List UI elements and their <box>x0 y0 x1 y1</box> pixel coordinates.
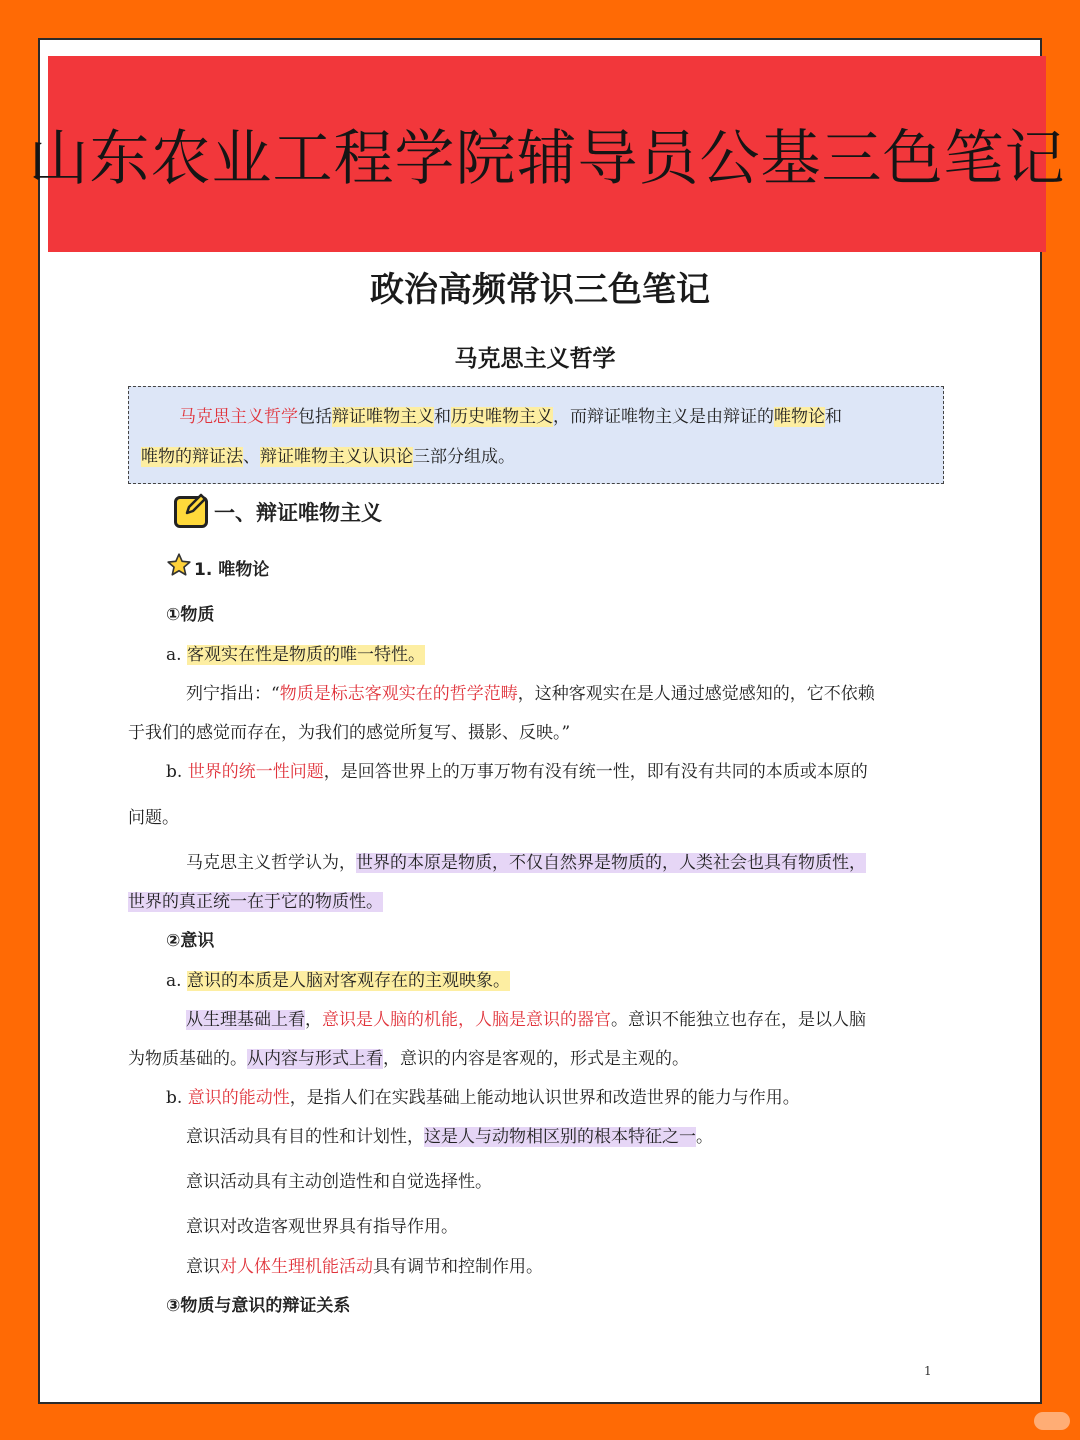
marxism-view-line1 <box>186 848 866 873</box>
matter-point-a <box>166 640 425 665</box>
edit-note-icon <box>174 496 208 528</box>
item-prefix: b. <box>166 762 188 782</box>
body-text: ，是回答世界上的万事万物有没有统一性，即有没有共同的本质或本原的 <box>323 762 868 782</box>
emphasis-text: 世界的统一性问题 <box>187 762 324 782</box>
item-prefix: a. <box>166 971 187 991</box>
summary-term-historical-materialism: 历史唯物主义 <box>451 407 553 427</box>
item-prefix: b. <box>166 1088 188 1108</box>
watermark-badge <box>1034 1412 1070 1430</box>
heading-matter: ①物质 <box>166 605 215 625</box>
agency-line3: 意识对改造客观世界具有指导作用。 <box>186 1217 458 1237</box>
highlight-text: 从内容与形式上看 <box>247 1049 383 1069</box>
subsection-heading-text: 1. 唯物论 <box>194 560 270 580</box>
section-heading-text: 一、辩证唯物主义 <box>214 501 382 525</box>
emphasis-text: 意识是人脑的机能，人脑是意识的器官 <box>322 1010 611 1030</box>
agency-line1 <box>186 1122 713 1147</box>
star-icon <box>166 552 192 583</box>
summary-text: 三部分组成。 <box>413 447 515 467</box>
highlight-text: 从生理基础上看 <box>186 1010 305 1030</box>
summary-text: 、 <box>243 447 260 467</box>
highlight-text: 意识的本质是人脑对客观存在的主观映象。 <box>186 971 510 991</box>
body-text: ， <box>305 1010 322 1030</box>
body-text: 具有调节和控制作用。 <box>373 1257 543 1277</box>
document-subtitle: 马克思主义哲学 <box>454 346 616 372</box>
summary-text: ，而辩证唯物主义是由辩证的 <box>553 407 774 427</box>
summary-term-epistemology: 辩证唯物主义认识论 <box>260 447 413 467</box>
lenin-quote-line1 <box>186 679 875 704</box>
emphasis-text: 意识的能动性 <box>187 1088 290 1108</box>
banner-title: 山东农业工程学院辅导员公基三色笔记 <box>28 124 1066 194</box>
matter-point-b-line1 <box>166 757 868 782</box>
highlight-text: 世界的本原是物质，不仅自然界是物质的，人类社会也具有物质性， <box>356 853 866 873</box>
marxism-view-line2 <box>128 887 383 912</box>
summary-term-materialist-dialectics: 唯物的辩证法 <box>141 447 243 467</box>
emphasis-text: 物质是标志客观实在的哲学范畴 <box>279 684 518 704</box>
matter-point-b-line2: 问题。 <box>128 808 179 828</box>
summary-text: 和 <box>434 407 451 427</box>
body-text: ，意识的内容是客观的，形式是主观的。 <box>383 1049 689 1069</box>
consciousness-point-b <box>166 1083 800 1108</box>
summary-term-materialism: 唯物论 <box>774 407 825 427</box>
title-banner <box>28 56 1066 252</box>
summary-box <box>128 386 944 484</box>
body-text: 。 <box>696 1127 713 1147</box>
heading-matter-consciousness-relation: ③物质与意识的辩证关系 <box>166 1296 351 1316</box>
agency-line2: 意识活动具有主动创造性和自觉选择性。 <box>186 1172 492 1192</box>
body-text: ，这种客观实在是人通过感觉感知的，它不依赖 <box>517 684 875 704</box>
lenin-quote-line2: 于我们的感觉而存在，为我们的感觉所复写、摄影、反映。” <box>128 723 571 743</box>
heading-consciousness: ②意识 <box>166 931 215 951</box>
body-text: 意识 <box>186 1257 220 1277</box>
consciousness-point-a <box>166 966 510 991</box>
highlight-text: 世界的真正统一在于它的物质性。 <box>128 892 383 912</box>
subsection-heading-materialism <box>166 552 269 583</box>
body-text: ，是指人们在实践基础上能动地认识世界和改造世界的能力与作用。 <box>289 1088 800 1108</box>
physiology-line1 <box>186 1005 866 1030</box>
page-number: 1 <box>924 1364 932 1378</box>
section-heading-dialectical-materialism <box>174 496 382 528</box>
item-prefix: a. <box>166 645 187 665</box>
body-text: 。意识不能独立也存在，是以人脑 <box>611 1010 866 1030</box>
highlight-text: 客观实在性是物质的唯一特性。 <box>186 645 425 665</box>
body-text: 列宁指出：“ <box>186 684 280 704</box>
summary-text: 包括 <box>298 407 332 427</box>
summary-term-marxist-philosophy: 马克思主义哲学 <box>179 407 298 427</box>
body-text: 马克思主义哲学认为， <box>186 853 356 873</box>
agency-line4 <box>186 1252 543 1277</box>
document-title: 政治高频常识三色笔记 <box>370 270 710 310</box>
physiology-line2 <box>128 1044 689 1069</box>
body-text: 意识活动具有目的性和计划性， <box>186 1127 424 1147</box>
emphasis-text: 对人体生理机能活动 <box>220 1257 373 1277</box>
summary-term-dialectical-materialism: 辩证唯物主义 <box>332 407 434 427</box>
summary-text: 和 <box>825 407 842 427</box>
highlight-text: 这是人与动物相区别的根本特征之一 <box>424 1127 696 1147</box>
body-text: 为物质基础的。 <box>128 1049 247 1069</box>
